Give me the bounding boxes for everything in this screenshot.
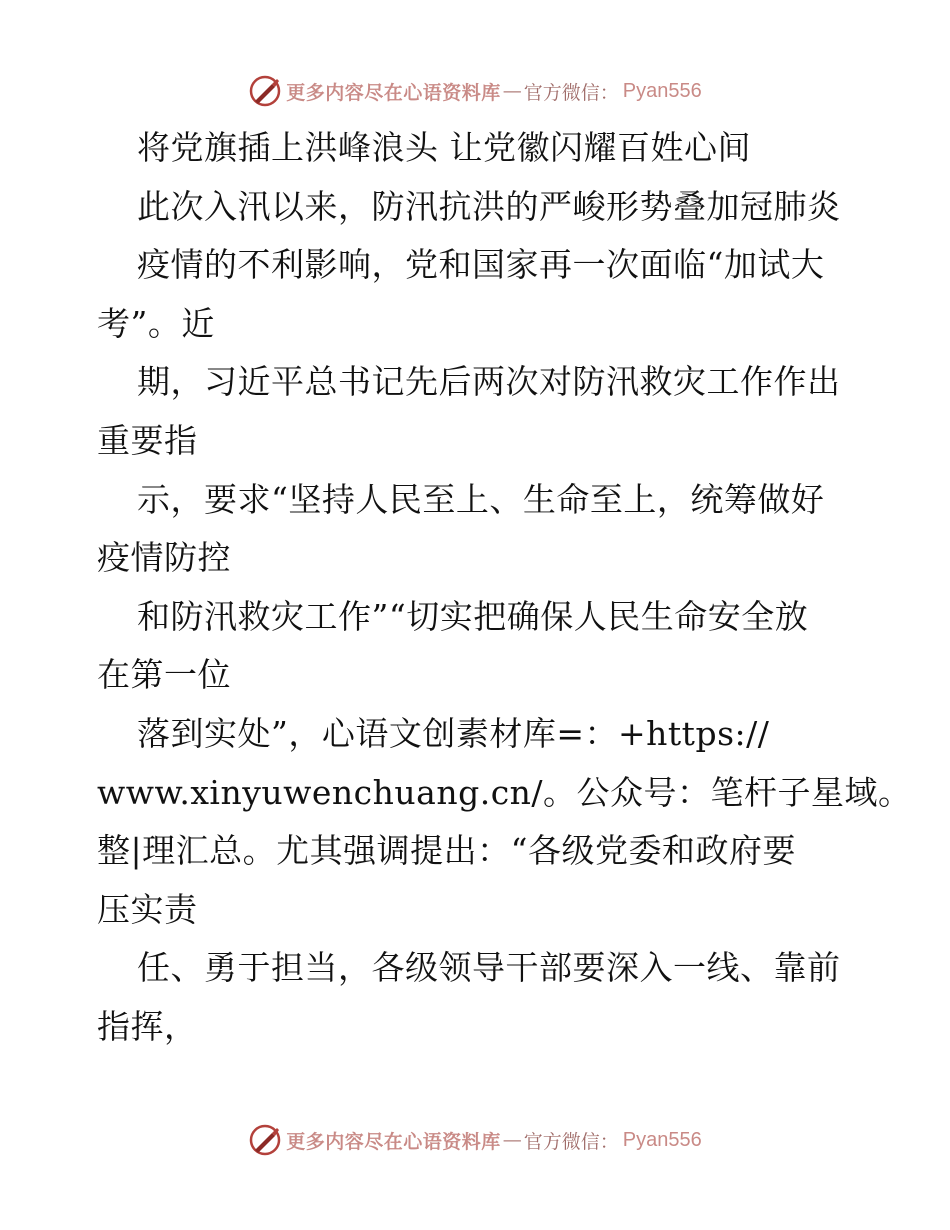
watermark-wechat-id: Pyan556 bbox=[622, 1128, 702, 1151]
body-line: 示，要求“坚持人民至上、生命至上，统筹做好 bbox=[137, 479, 825, 519]
body-line: 疫情的不利影响，党和国家再一次面临“加试大 bbox=[137, 245, 825, 285]
body-line: 在第一位 bbox=[97, 655, 231, 695]
watermark-dash: — bbox=[502, 80, 522, 102]
header-watermark bbox=[0, 71, 950, 111]
body-line: 任、勇于担当，各级领导干部要深入一线、靠前 bbox=[137, 948, 841, 988]
watermark-official-label: 官方微信： bbox=[523, 1130, 619, 1153]
body-line: 和防汛救灾工作”“切实把确保人民生命安全放 bbox=[137, 596, 809, 636]
body-line: www.xinyuwenchuang.cn/。公众号：笔杆子星域。 bbox=[97, 772, 912, 812]
body-line: 重要指 bbox=[97, 420, 198, 460]
watermark-official-label: 官方微信： bbox=[523, 81, 619, 104]
footer-watermark bbox=[0, 1120, 950, 1160]
body-line: 考”。近 bbox=[97, 303, 215, 343]
watermark-dash: — bbox=[502, 1129, 522, 1151]
pen-logo-icon bbox=[248, 74, 282, 108]
body-line: 疫情防控 bbox=[97, 538, 231, 578]
body-line: 此次入汛以来，防汛抗洪的严峻形势叠加冠肺炎 bbox=[137, 186, 841, 226]
body-line: 将党旗插上洪峰浪头 让党徽闪耀百姓心间 bbox=[137, 128, 751, 167]
body-line: 落到实处”，心语文创素材库=：+https:// bbox=[137, 713, 770, 753]
watermark-brand: 更多内容尽在心语资料库 bbox=[286, 81, 501, 104]
body-line: 期，习近平总书记先后两次对防汛救灾工作作出 bbox=[137, 362, 841, 402]
body-line: 压实责 bbox=[97, 889, 198, 929]
body-line: 指挥， bbox=[97, 1006, 198, 1046]
document-body bbox=[97, 119, 912, 1057]
body-line: 整|理汇总。尤其强调提出：“各级党委和政府要 bbox=[97, 831, 796, 871]
pen-logo-icon bbox=[248, 1123, 282, 1157]
watermark-wechat-id: Pyan556 bbox=[622, 79, 702, 102]
watermark-brand: 更多内容尽在心语资料库 bbox=[286, 1130, 501, 1153]
